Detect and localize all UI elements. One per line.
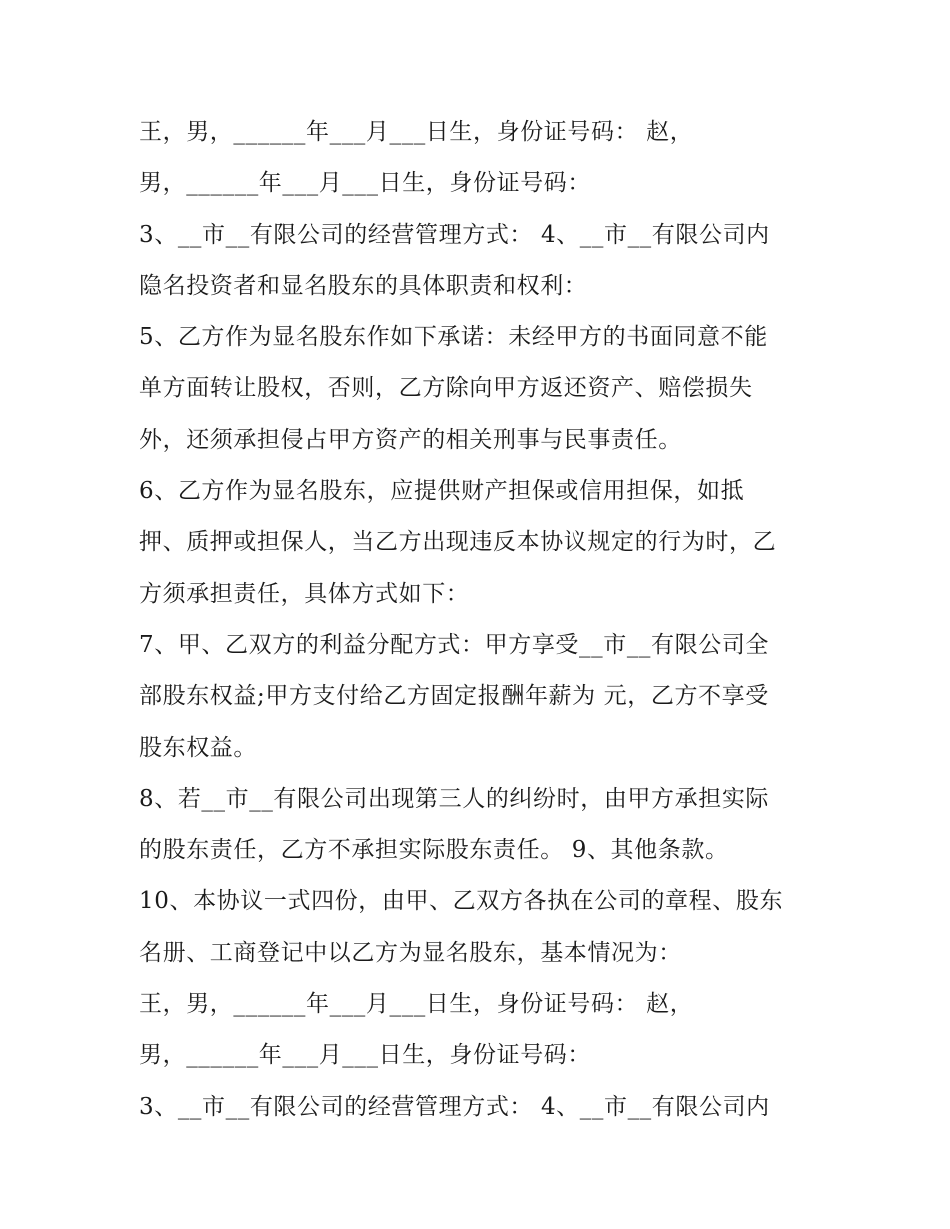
text-line-4: 隐名投资者和显名股东的具体职责和权利： (139, 272, 588, 299)
text-line-17: 名册、工商登记中以乙方为显名股东，基本情况为： (139, 939, 682, 966)
text-line-13: 股东权益。 (139, 734, 257, 761)
text-line-3: 3、__市__有限公司的经营管理方式： 4、__市__有限公司内 (139, 221, 770, 248)
document-body (139, 107, 819, 1133)
text-line-20: 3、__市__有限公司的经营管理方式： 4、__市__有限公司内 (139, 1093, 770, 1120)
text-line-14: 8、若__市__有限公司出现第三人的纠纷时，由甲方承担实际 (139, 785, 770, 812)
text-line-12: 部股东权益;甲方支付给乙方固定报酬年薪为 元，乙方不享受 (139, 683, 769, 710)
text-line-2: 男，______年___月___日生，身份证号码： (139, 170, 591, 197)
text-line-19: 男，______年___月___日生，身份证号码： (139, 1042, 591, 1069)
text-line-1: 王，男，______年___月___日生，身份证号码： 赵， (139, 119, 694, 145)
text-line-16: 10、本协议一式四份，由甲、乙双方各执在公司的章程、股东 (139, 888, 784, 915)
text-line-18: 王，男，______年___月___日生，身份证号码： 赵， (139, 991, 694, 1018)
text-line-15: 的股东责任，乙方不承担实际股东责任。 9、其他条款。 (139, 837, 729, 864)
text-line-5: 5、乙方作为显名股东作如下承诺：未经甲方的书面同意不能 (139, 324, 768, 351)
text-line-8: 6、乙方作为显名股东，应提供财产担保或信用担保，如抵 (139, 478, 745, 505)
text-line-7: 外，还须承担侵占甲方资产的相关刑事与民事责任。 (139, 426, 682, 453)
text-line-9: 押、质押或担保人，当乙方出现违反本协议规定的行为时，乙 (139, 529, 777, 556)
text-line-10: 方须承担责任，具体方式如下： (139, 580, 470, 607)
text-line-6: 单方面转让股权，否则，乙方除向甲方返还资产、赔偿损失 (139, 375, 753, 402)
text-line-11: 7、甲、乙双方的利益分配方式：甲方享受__市__有限公司全 (139, 631, 770, 658)
